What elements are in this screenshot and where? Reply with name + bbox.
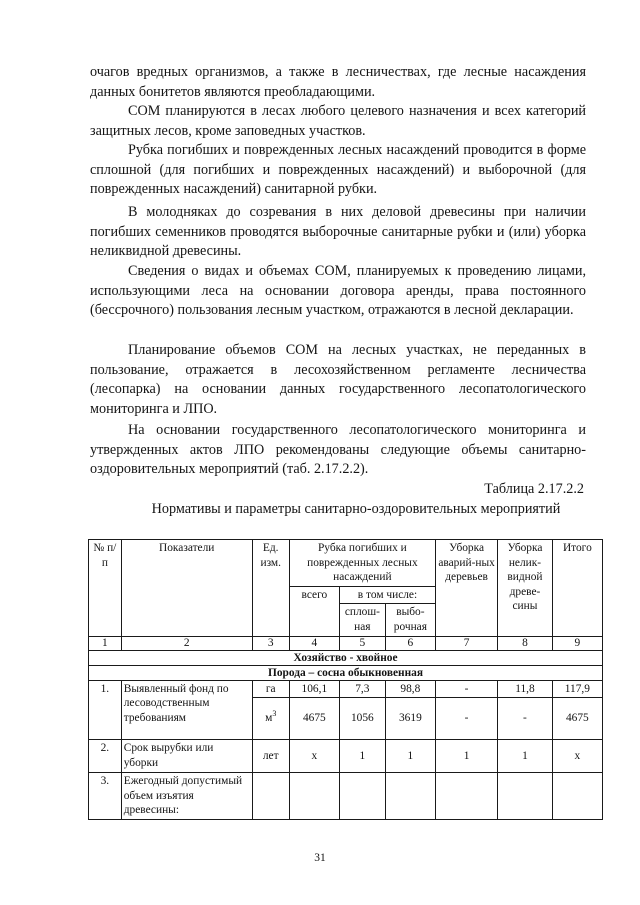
header-indicator: Показатели [121, 540, 252, 637]
row-sum: 117,9 [552, 680, 602, 698]
row-unit: га [252, 680, 289, 698]
column-number: 2 [121, 636, 252, 650]
row-clear: 1056 [339, 698, 385, 740]
header-row-1 [89, 540, 603, 587]
paragraph-4: В молодняках до созревания в них деловой древесины при наличии погибших семенников проводятся выборочные санитарные рубки и (или) уборка неликвидной древесины. [90, 204, 586, 260]
row-sum: х [552, 740, 602, 773]
row-clear: 7,3 [339, 680, 385, 698]
row-unit [252, 773, 289, 820]
row-emergency: 1 [435, 740, 497, 773]
column-number: 4 [289, 636, 339, 650]
row-num: 3. [89, 773, 122, 820]
header-sum: Итого [552, 540, 602, 637]
paragraph-5: Сведения о видах и объемах СОМ, планируемых к проведению лицами, использующими леса на основании договора аренды, права постоянного (бессрочного) пользования лесным участком, отражаются в лесной декларации. [90, 263, 586, 319]
header-unit: Ед. изм. [252, 540, 289, 637]
column-number: 3 [252, 636, 289, 650]
table-row [89, 740, 603, 773]
row-illiquid: - [498, 698, 553, 740]
row-indicator: Срок вырубки или уборки [121, 740, 252, 773]
row-clear: 1 [339, 740, 385, 773]
unit-base: м [265, 712, 273, 725]
row-clear [339, 773, 385, 820]
header-selective: выбо-рочная [385, 604, 435, 636]
table-number: Таблица 2.17.2.2 [484, 481, 584, 497]
norms-table [88, 539, 603, 820]
header-clear: сплош-ная [339, 604, 385, 636]
row-sum: 4675 [552, 698, 602, 740]
column-number: 6 [385, 636, 435, 650]
group-farm-label: Хозяйство - хвойное [89, 650, 603, 665]
page-number: 31 [314, 852, 326, 864]
table-title: Нормативы и параметры санитарно-оздоровительных мероприятий [151, 501, 561, 517]
header-emergency: Уборка аварий-ных деревьев [435, 540, 497, 637]
row-emergency: - [435, 698, 497, 740]
header-num: № п/п [89, 540, 122, 637]
row-unit [252, 698, 289, 740]
paragraph-2: СОМ планируются в лесах любого целевого назначения и всех категорий защитных лесов, кроме заповедных участков. [90, 103, 586, 139]
row-selective: 3619 [385, 698, 435, 740]
column-number: 8 [498, 636, 553, 650]
row-num: 2. [89, 740, 122, 773]
group-row-species [89, 665, 603, 680]
row-total: 106,1 [289, 680, 339, 698]
row-emergency: - [435, 680, 497, 698]
column-number: 7 [435, 636, 497, 650]
row-unit: лет [252, 740, 289, 773]
column-number: 9 [552, 636, 602, 650]
header-felling: Рубка погибших и поврежденных лесных насаждений [289, 540, 435, 587]
row-total: 4675 [289, 698, 339, 740]
row-selective [385, 773, 435, 820]
paragraph-3: Рубка погибших и поврежденных лесных насаждений проводится в форме сплошной (для погибших и поврежденных насаждений) и выборочной (для поврежденных насаждений) санитарной рубки. [90, 142, 586, 198]
row-illiquid: 11,8 [498, 680, 553, 698]
row-illiquid: 1 [498, 740, 553, 773]
column-numbers-row [89, 636, 603, 650]
row-sum [552, 773, 602, 820]
group-row-farm [89, 650, 603, 665]
row-selective: 1 [385, 740, 435, 773]
column-number: 5 [339, 636, 385, 650]
paragraph-6: Планирование объемов СОМ на лесных участках, не переданных в пользование, отражается в лесохозяйственном регламенте лесничества (лесопарка) на основании данных государственного лесопатологического мониторинга и ЛПО. [90, 342, 586, 417]
row-selective: 98,8 [385, 680, 435, 698]
header-including: в том числе: [339, 586, 435, 604]
row-total [289, 773, 339, 820]
unit-power: 3 [272, 709, 277, 719]
header-total: всего [289, 586, 339, 636]
table-row [89, 773, 603, 820]
header-illiquid: Уборка нелик-видной древе-сины [498, 540, 553, 637]
row-num: 1. [89, 680, 122, 740]
row-total: х [289, 740, 339, 773]
table-row [89, 680, 603, 698]
paragraph-7: На основании государственного лесопатологического мониторинга и утвержденных актов ЛПО рекомендованы следующие объемы санитарно-оздоровительных мероприятий (таб. 2.17.2.2). [90, 422, 586, 478]
row-illiquid [498, 773, 553, 820]
row-emergency [435, 773, 497, 820]
row-indicator: Ежегодный допустимый объем изъятия древесины: [121, 773, 252, 820]
column-number: 1 [89, 636, 122, 650]
group-species-label: Порода – сосна обыкновенная [89, 665, 603, 680]
paragraph-1: очагов вредных организмов, а также в лесничествах, где лесные насаждения данных бонитетов являются преобладающими. [90, 64, 586, 100]
row-indicator: Выявленный фонд по лесоводственным требованиям [121, 680, 252, 740]
